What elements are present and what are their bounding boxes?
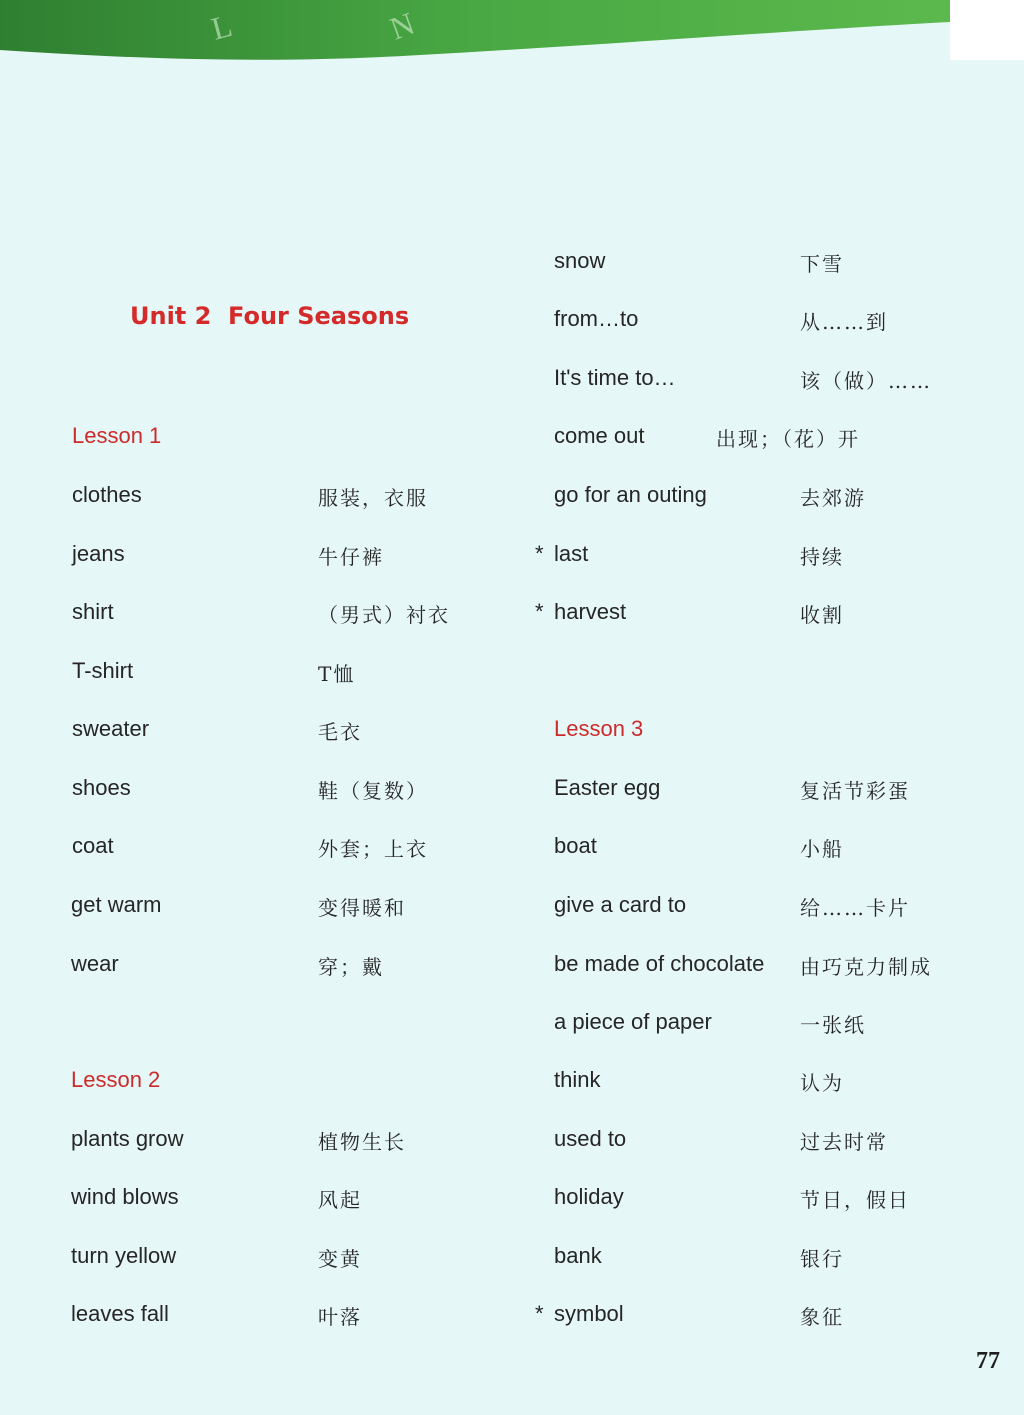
vocab-translation: 鞋（复数） bbox=[318, 779, 428, 803]
vocab-translation: 由巧克力制成 bbox=[800, 955, 932, 979]
vocab-term: think bbox=[554, 1067, 601, 1092]
top-banner bbox=[0, 0, 1024, 70]
vocab-translation: 银行 bbox=[800, 1247, 844, 1271]
vocab-term: shoes bbox=[72, 775, 131, 800]
vocab-translation: 给……卡片 bbox=[800, 896, 910, 920]
vocab-translation: 象征 bbox=[800, 1305, 844, 1329]
vocab-term: get warm bbox=[71, 892, 162, 917]
vocab-translation: 从……到 bbox=[800, 310, 888, 334]
svg-text:N: N bbox=[385, 4, 420, 47]
vocab-term: T-shirt bbox=[72, 658, 134, 683]
vocab-translation: 过去时常 bbox=[800, 1130, 888, 1154]
vocab-translation: 变得暖和 bbox=[318, 896, 406, 920]
vocab-term: shirt bbox=[72, 599, 114, 624]
page-number: 77 bbox=[976, 1348, 1000, 1374]
vocab-translation: 收割 bbox=[800, 603, 844, 627]
vocab-translation: T恤 bbox=[318, 662, 356, 686]
lesson-3-heading: Lesson 3 bbox=[554, 716, 644, 741]
vocab-translation: 服装，衣服 bbox=[318, 486, 428, 510]
vocab-term: wind blows bbox=[71, 1184, 179, 1209]
vocab-translation: 持续 bbox=[800, 545, 844, 569]
lesson-2-heading: Lesson 2 bbox=[71, 1067, 161, 1092]
vocab-term: harvest bbox=[554, 599, 627, 624]
unit-title: Unit 2 Four Seasons bbox=[130, 302, 410, 330]
vocab-term: a piece of paper bbox=[554, 1009, 712, 1034]
vocab-term: wear bbox=[71, 951, 119, 976]
vocab-term: go for an outing bbox=[554, 482, 707, 507]
vocab-translation: 毛衣 bbox=[318, 720, 362, 744]
vocab-translation: （男式）衬衣 bbox=[318, 603, 450, 627]
svg-text:L: L bbox=[207, 6, 236, 47]
vocab-term: last bbox=[554, 541, 589, 566]
vocab-translation: 小船 bbox=[800, 837, 844, 861]
vocab-translation: 认为 bbox=[800, 1071, 844, 1095]
vocab-term: It's time to… bbox=[554, 365, 676, 390]
vocab-translation: 牛仔裤 bbox=[318, 545, 384, 569]
vocab-translation: 该（做）…… bbox=[800, 369, 932, 393]
vocab-term: from…to bbox=[554, 306, 639, 331]
vocab-term: sweater bbox=[72, 716, 150, 741]
lesson-1-heading: Lesson 1 bbox=[72, 423, 162, 448]
vocab-term: boat bbox=[554, 833, 597, 858]
vocab-translation: 风起 bbox=[318, 1188, 362, 1212]
vocab-translation: 外套；上衣 bbox=[318, 837, 428, 861]
vocab-translation: 复活节彩蛋 bbox=[800, 779, 910, 803]
vocab-term: bank bbox=[554, 1243, 602, 1268]
vocab-term: give a card to bbox=[554, 892, 687, 917]
optional-marker: * bbox=[535, 599, 544, 624]
vocab-term: clothes bbox=[72, 482, 142, 507]
vocab-term: turn yellow bbox=[71, 1243, 177, 1268]
vocab-term: holiday bbox=[554, 1184, 624, 1209]
optional-marker: * bbox=[535, 1301, 544, 1326]
vocab-term: symbol bbox=[554, 1301, 624, 1326]
vocab-term: coat bbox=[72, 833, 114, 858]
vocab-translation: 下雪 bbox=[800, 252, 844, 276]
vocab-translation: 去郊游 bbox=[800, 486, 866, 510]
vocab-translation: 变黄 bbox=[318, 1247, 362, 1271]
vocab-term: jeans bbox=[72, 541, 125, 566]
vocab-term: leaves fall bbox=[71, 1301, 169, 1326]
vocab-translation: 一张纸 bbox=[800, 1013, 866, 1037]
vocab-translation: 节日，假日 bbox=[800, 1188, 910, 1212]
vocab-term: snow bbox=[554, 248, 606, 273]
vocab-translation: 植物生长 bbox=[318, 1130, 406, 1154]
vocab-term: used to bbox=[554, 1126, 627, 1151]
vocab-term: be made of chocolate bbox=[554, 951, 765, 976]
vocab-term: Easter egg bbox=[554, 775, 661, 800]
vocab-translation: 叶落 bbox=[318, 1305, 362, 1329]
optional-marker: * bbox=[535, 541, 544, 566]
vocab-translation: 出现；（花）开 bbox=[716, 427, 860, 451]
vocab-translation: 穿；戴 bbox=[318, 955, 384, 979]
vocab-term: plants grow bbox=[71, 1126, 184, 1151]
vocab-term: come out bbox=[554, 423, 645, 448]
